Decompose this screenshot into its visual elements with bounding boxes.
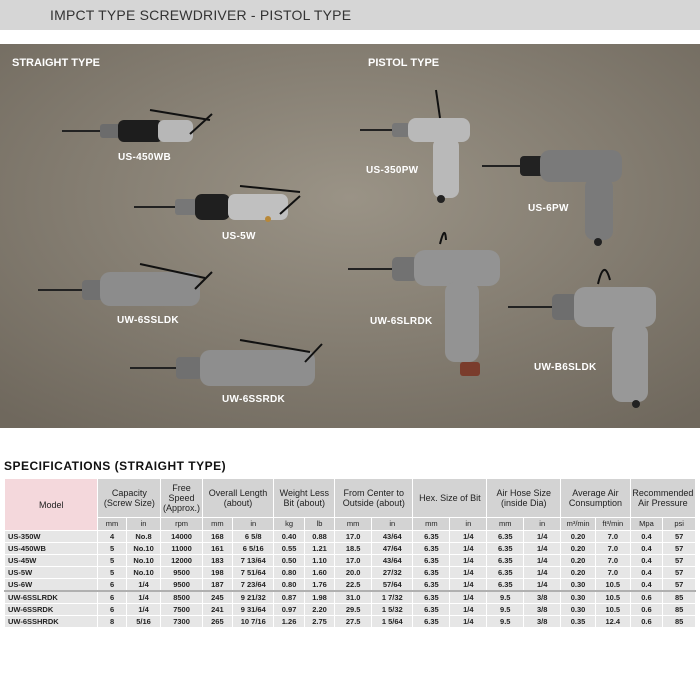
table-cell: 7.0 xyxy=(595,567,630,579)
table-cell: 1.21 xyxy=(304,543,334,555)
unit-cell: m³/min xyxy=(561,518,596,531)
model-cell: US-450WB xyxy=(5,543,98,555)
table-cell: 43/64 xyxy=(372,531,413,543)
table-cell: 27/32 xyxy=(372,567,413,579)
table-cell: 1/4 xyxy=(450,579,487,592)
table-cell: 6.35 xyxy=(413,579,450,592)
table-cell: 6.35 xyxy=(413,543,450,555)
table-cell: 1/4 xyxy=(524,531,561,543)
table-cell: 0.6 xyxy=(630,616,663,628)
table-cell: 1.76 xyxy=(304,579,334,592)
table-row xyxy=(5,616,696,628)
table-cell: 3/8 xyxy=(524,604,561,616)
table-cell: 7.0 xyxy=(595,543,630,555)
table-cell: 18.5 xyxy=(335,543,372,555)
table-cell: 17.0 xyxy=(335,555,372,567)
table-cell: 22.5 xyxy=(335,579,372,592)
model-cell: US-45W xyxy=(5,555,98,567)
table-cell: 1/4 xyxy=(524,567,561,579)
table-cell: 85 xyxy=(663,604,696,616)
table-cell: 1.60 xyxy=(304,567,334,579)
tool-label: US-450WB xyxy=(118,152,171,163)
table-cell: 1/4 xyxy=(450,591,487,604)
table-cell: 4 xyxy=(98,531,126,543)
table-cell: 6 xyxy=(98,591,126,604)
table-cell: 1/4 xyxy=(450,543,487,555)
table-cell: 5 xyxy=(98,555,126,567)
tool-label: UW-B6SLDK xyxy=(534,362,597,373)
table-cell: 2.75 xyxy=(304,616,334,628)
pistol-type-label: PISTOL TYPE xyxy=(368,57,440,69)
header-air-pressure: Recommended Air Pressure xyxy=(630,479,695,518)
unit-cell: in xyxy=(524,518,561,531)
table-cell: 0.6 xyxy=(630,591,663,604)
table-cell: 6.35 xyxy=(487,579,524,592)
table-cell: 0.55 xyxy=(274,543,304,555)
table-cell: 6.35 xyxy=(413,604,450,616)
table-cell: 7 23/64 xyxy=(233,579,274,592)
table-cell: 6 xyxy=(98,579,126,592)
table-cell: 1 7/32 xyxy=(372,591,413,604)
table-cell: 14000 xyxy=(161,531,202,543)
table-cell: 1.26 xyxy=(274,616,304,628)
unit-cell: rpm xyxy=(161,518,202,531)
table-cell: 1/4 xyxy=(450,604,487,616)
unit-cell: mm xyxy=(335,518,372,531)
table-cell: 1/4 xyxy=(126,591,161,604)
table-cell: 9500 xyxy=(161,579,202,592)
table-cell: No.10 xyxy=(126,567,161,579)
table-cell: 7500 xyxy=(161,604,202,616)
unit-cell: Mpa xyxy=(630,518,663,531)
table-row xyxy=(5,579,696,592)
table-cell: 57 xyxy=(663,567,696,579)
tool-label: US-350PW xyxy=(366,165,419,176)
table-cell: 1 5/64 xyxy=(372,616,413,628)
table-row xyxy=(5,591,696,604)
table-row xyxy=(5,567,696,579)
header-air-hose: Air Hose Size (inside Dia) xyxy=(487,479,561,518)
table-cell: 57 xyxy=(663,531,696,543)
table-cell: 85 xyxy=(663,616,696,628)
table-cell: No.10 xyxy=(126,543,161,555)
table-cell: 0.87 xyxy=(274,591,304,604)
unit-cell: in xyxy=(372,518,413,531)
unit-cell: ft³/min xyxy=(595,518,630,531)
table-cell: 57 xyxy=(663,555,696,567)
table-cell: 241 xyxy=(202,604,232,616)
table-cell: 1/4 xyxy=(450,555,487,567)
table-cell: 0.4 xyxy=(630,555,663,567)
page-title: IMPCT TYPE SCREWDRIVER - PISTOL TYPE xyxy=(50,7,352,23)
table-cell: 0.20 xyxy=(561,567,596,579)
table-cell: 183 xyxy=(202,555,232,567)
unit-cell: in xyxy=(450,518,487,531)
table-cell: 17.0 xyxy=(335,531,372,543)
header-weight: Weight Less Bit (about) xyxy=(274,479,335,518)
header-center-outside: From Center to Outside (about) xyxy=(335,479,413,518)
table-cell: 1.98 xyxy=(304,591,334,604)
header-hex-size: Hex. Size of Bit xyxy=(413,479,487,518)
table-cell: 0.4 xyxy=(630,579,663,592)
unit-cell: psi xyxy=(663,518,696,531)
table-cell: 6.35 xyxy=(413,531,450,543)
table-cell: 6 5/16 xyxy=(233,543,274,555)
table-cell: 6.35 xyxy=(413,616,450,628)
table-cell: 12000 xyxy=(161,555,202,567)
table-cell: 7 13/64 xyxy=(233,555,274,567)
table-cell: 6.35 xyxy=(487,567,524,579)
table-cell: 245 xyxy=(202,591,232,604)
table-row xyxy=(5,604,696,616)
table-cell: 1/4 xyxy=(524,579,561,592)
table-cell: 7300 xyxy=(161,616,202,628)
table-cell: 1/4 xyxy=(126,579,161,592)
table-cell: 6.35 xyxy=(487,555,524,567)
model-cell: UW-6SSHRDK xyxy=(5,616,98,628)
table-cell: 9.5 xyxy=(487,616,524,628)
table-row xyxy=(5,555,696,567)
table-cell: 7.0 xyxy=(595,555,630,567)
table-cell: 3/8 xyxy=(524,616,561,628)
table-cell: 57/64 xyxy=(372,579,413,592)
table-cell: 10.5 xyxy=(595,591,630,604)
product-photo xyxy=(0,44,700,428)
model-cell: UW-6SSRDK xyxy=(5,604,98,616)
table-cell: 168 xyxy=(202,531,232,543)
table-row xyxy=(5,531,696,543)
header-air-consumption: Average Air Consumption xyxy=(561,479,631,518)
straight-type-label: STRAIGHT TYPE xyxy=(12,57,101,69)
model-cell: US-6W xyxy=(5,579,98,592)
table-cell: 1/4 xyxy=(450,616,487,628)
table-cell: 0.4 xyxy=(630,531,663,543)
table-cell: 85 xyxy=(663,591,696,604)
table-cell: 6.35 xyxy=(413,555,450,567)
table-cell: 10.5 xyxy=(595,579,630,592)
table-cell: 43/64 xyxy=(372,555,413,567)
table-cell: 6.35 xyxy=(487,531,524,543)
table-row xyxy=(5,543,696,555)
table-cell: 0.30 xyxy=(561,604,596,616)
table-cell: 27.5 xyxy=(335,616,372,628)
table-cell: 187 xyxy=(202,579,232,592)
table-cell: 0.4 xyxy=(630,567,663,579)
table-cell: 31.0 xyxy=(335,591,372,604)
table-cell: 0.30 xyxy=(561,579,596,592)
table-cell: 1/4 xyxy=(450,531,487,543)
unit-cell: mm xyxy=(98,518,126,531)
table-cell: 7.0 xyxy=(595,531,630,543)
unit-cell: in xyxy=(126,518,161,531)
table-cell: 5 xyxy=(98,543,126,555)
table-cell: 7 51/64 xyxy=(233,567,274,579)
table-cell: 1/4 xyxy=(524,543,561,555)
table-cell: No.10 xyxy=(126,555,161,567)
table-cell: 29.5 xyxy=(335,604,372,616)
header-capacity: Capacity (Screw Size) xyxy=(98,479,161,518)
table-cell: 1.10 xyxy=(304,555,334,567)
spec-table-body xyxy=(5,531,696,628)
table-cell: 1 5/32 xyxy=(372,604,413,616)
unit-cell: in xyxy=(233,518,274,531)
header-model: Model xyxy=(5,479,98,531)
table-cell: 0.30 xyxy=(561,591,596,604)
tool-label: UW-6SSLDK xyxy=(117,315,179,326)
table-cell: 10.5 xyxy=(595,604,630,616)
table-cell: 0.88 xyxy=(304,531,334,543)
table-cell: 1/4 xyxy=(450,567,487,579)
table-cell: 0.80 xyxy=(274,579,304,592)
unit-cell: mm xyxy=(202,518,232,531)
table-cell: 9 21/32 xyxy=(233,591,274,604)
header-free-speed: Free Speed (Approx.) xyxy=(161,479,202,518)
table-cell: 0.20 xyxy=(561,543,596,555)
table-cell: 9.5 xyxy=(487,591,524,604)
table-cell: 265 xyxy=(202,616,232,628)
table-cell: 3/8 xyxy=(524,591,561,604)
table-cell: 1/4 xyxy=(524,555,561,567)
spec-table xyxy=(4,478,696,628)
table-cell: 161 xyxy=(202,543,232,555)
model-cell: UW-6SSLRDK xyxy=(5,591,98,604)
model-cell: US-350W xyxy=(5,531,98,543)
unit-cell: mm xyxy=(487,518,524,531)
table-cell: 0.35 xyxy=(561,616,596,628)
table-cell: 5 xyxy=(98,567,126,579)
table-cell: 47/64 xyxy=(372,543,413,555)
table-cell: 2.20 xyxy=(304,604,334,616)
table-cell: 6.35 xyxy=(487,543,524,555)
table-cell: 6 xyxy=(98,604,126,616)
table-cell: 57 xyxy=(663,543,696,555)
table-cell: 57 xyxy=(663,579,696,592)
spec-title: SPECIFICATIONS (STRAIGHT TYPE) xyxy=(4,459,227,473)
table-cell: 8500 xyxy=(161,591,202,604)
table-cell: 8 xyxy=(98,616,126,628)
table-cell: 12.4 xyxy=(595,616,630,628)
table-cell: 0.80 xyxy=(274,567,304,579)
tool-label: US-6PW xyxy=(528,203,569,214)
table-cell: 6.35 xyxy=(413,567,450,579)
page-header xyxy=(0,0,700,30)
model-cell: US-5W xyxy=(5,567,98,579)
table-cell: 11000 xyxy=(161,543,202,555)
table-cell: 0.40 xyxy=(274,531,304,543)
table-cell: 0.20 xyxy=(561,555,596,567)
tool-label: UW-6SLRDK xyxy=(370,316,433,327)
table-cell: 0.20 xyxy=(561,531,596,543)
table-cell: 6.35 xyxy=(413,591,450,604)
table-cell: 0.6 xyxy=(630,604,663,616)
unit-cell: kg xyxy=(274,518,304,531)
table-cell: 9.5 xyxy=(487,604,524,616)
table-cell: 9 31/64 xyxy=(233,604,274,616)
tool-label: UW-6SSRDK xyxy=(222,394,286,405)
unit-cell: mm xyxy=(413,518,450,531)
table-cell: 5/16 xyxy=(126,616,161,628)
table-cell: 1/4 xyxy=(126,604,161,616)
table-cell: 0.97 xyxy=(274,604,304,616)
table-cell: 20.0 xyxy=(335,567,372,579)
table-cell: 198 xyxy=(202,567,232,579)
unit-cell: lb xyxy=(304,518,334,531)
table-cell: 6 5/8 xyxy=(233,531,274,543)
table-cell: No.8 xyxy=(126,531,161,543)
table-cell: 0.4 xyxy=(630,543,663,555)
table-cell: 10 7/16 xyxy=(233,616,274,628)
header-overall-length: Overall Length (about) xyxy=(202,479,274,518)
table-cell: 9500 xyxy=(161,567,202,579)
table-cell: 0.50 xyxy=(274,555,304,567)
tool-label: US-5W xyxy=(222,231,256,242)
